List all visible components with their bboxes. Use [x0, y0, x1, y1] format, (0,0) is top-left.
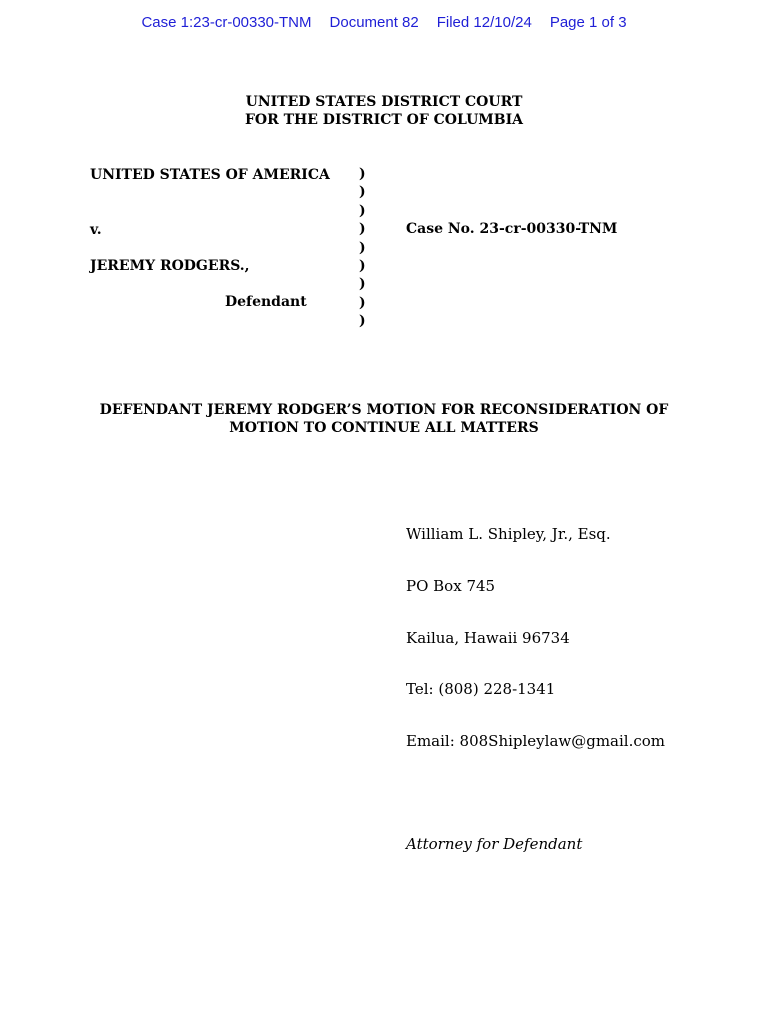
case-number: Case No. 23-cr-00330-TNM	[406, 221, 618, 237]
motion-title: DEFENDANT JEREMY RODGER’S MOTION FOR RECONSIDERATION OF MOTION TO CONTINUE ALL MATTERS	[99, 402, 669, 436]
attorney-role: Attorney for Defendant	[406, 834, 583, 853]
caption-paren: )	[359, 313, 366, 330]
court-district: FOR THE DISTRICT OF COLUMBIA	[244, 112, 524, 128]
caption-parenthesis-column	[359, 165, 366, 331]
caption-versus: v.	[90, 222, 102, 238]
signature-block	[406, 492, 665, 870]
attorney-email: Email: 808Shipleylaw@gmail.com	[406, 731, 666, 750]
signature-spacer	[406, 784, 665, 801]
attorney-po-box: PO Box 745	[406, 577, 496, 596]
caption-plaintiff: UNITED STATES OF AMERICA	[90, 167, 330, 183]
caption-paren: )	[359, 258, 366, 275]
caption-paren: )	[359, 184, 366, 201]
caption-paren: )	[359, 276, 366, 293]
caption-paren: )	[359, 221, 366, 238]
attorney-name: William L. Shipley, Jr., Esq.	[406, 525, 611, 544]
caption-defendant-name: JEREMY RODGERS.,	[90, 258, 250, 274]
caption-paren: )	[359, 202, 366, 219]
caption-paren: )	[359, 294, 366, 311]
ecf-case-number: Case 1:23-cr-00330-TNM	[141, 14, 312, 31]
ecf-document-number: Document 82	[329, 14, 419, 31]
court-name: UNITED STATES DISTRICT COURT	[245, 94, 523, 110]
court-heading	[0, 93, 768, 129]
ecf-page-number: Page 1 of 3	[549, 14, 627, 31]
caption-paren: )	[359, 239, 366, 256]
ecf-filing-header	[0, 14, 768, 31]
caption-defendant-role: Defendant	[225, 294, 307, 310]
caption-paren: )	[359, 166, 366, 182]
ecf-filed-date: Filed 12/10/24	[436, 14, 532, 31]
attorney-city: Kailua, Hawaii 96734	[406, 628, 570, 647]
attorney-phone: Tel: (808) 228-1341	[406, 680, 556, 699]
